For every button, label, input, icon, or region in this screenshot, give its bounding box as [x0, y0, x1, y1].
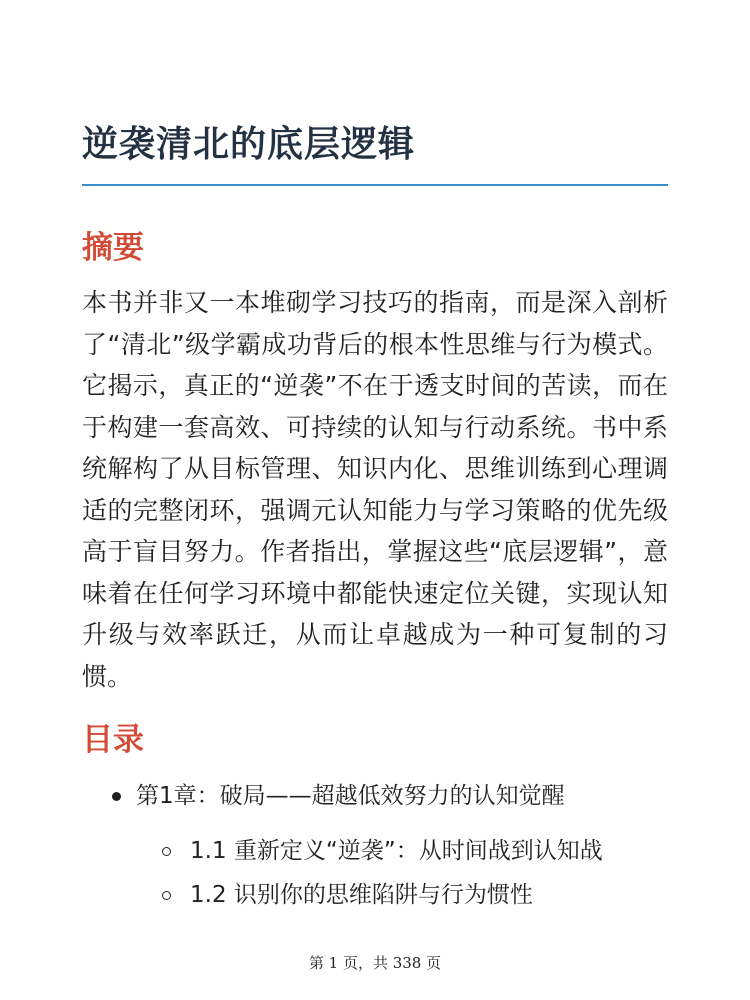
abstract-paragraph: 本书并非又一本堆砌学习技巧的指南，而是深入剖析了“清北”级学霸成功背后的根本性思维与行为模式。它揭示，真正的“逆袭”不在于透支时间的苦读，而在于构建一套高效、可持续的认知与行动系统。书中系统解构了从目标管理、知识内化、思维训练到心理调适的完整闭环，强调元认知能力与学习策略的优先级高于盲目努力。作者指出，掌握这些“底层逻辑”，意味着在任何学习环境中都能快速定位关键，实现认知升级与效率跃迁，从而让卓越成为一种可复制的习惯。	[82, 288, 668, 691]
page-number-footer: 第 1 页，共 338 页	[308, 954, 442, 972]
abstract-heading: 摘要	[82, 230, 144, 266]
toc-section-label: 1.2 识别你的思维陷阱与行为惯性	[190, 882, 533, 908]
toc-heading: 目录	[82, 722, 144, 758]
toc-section-1-2[interactable]	[136, 878, 668, 913]
toc-chapter-1[interactable]	[82, 776, 668, 913]
toc-section-label: 1.1 重新定义“逆袭”：从时间战到认知战	[190, 838, 603, 864]
bullet-disc-icon	[112, 792, 121, 801]
title-divider	[82, 184, 668, 186]
page-title: 逆袭清北的底层逻辑	[82, 124, 416, 165]
toc-list	[82, 776, 668, 922]
toc-section-list	[136, 834, 668, 913]
bullet-circle-icon	[162, 891, 171, 900]
bullet-circle-icon	[162, 847, 171, 856]
toc-chapter-label: 第1章：破局——超越低效努力的认知觉醒	[136, 783, 565, 809]
toc-section-1-1[interactable]	[136, 834, 668, 869]
